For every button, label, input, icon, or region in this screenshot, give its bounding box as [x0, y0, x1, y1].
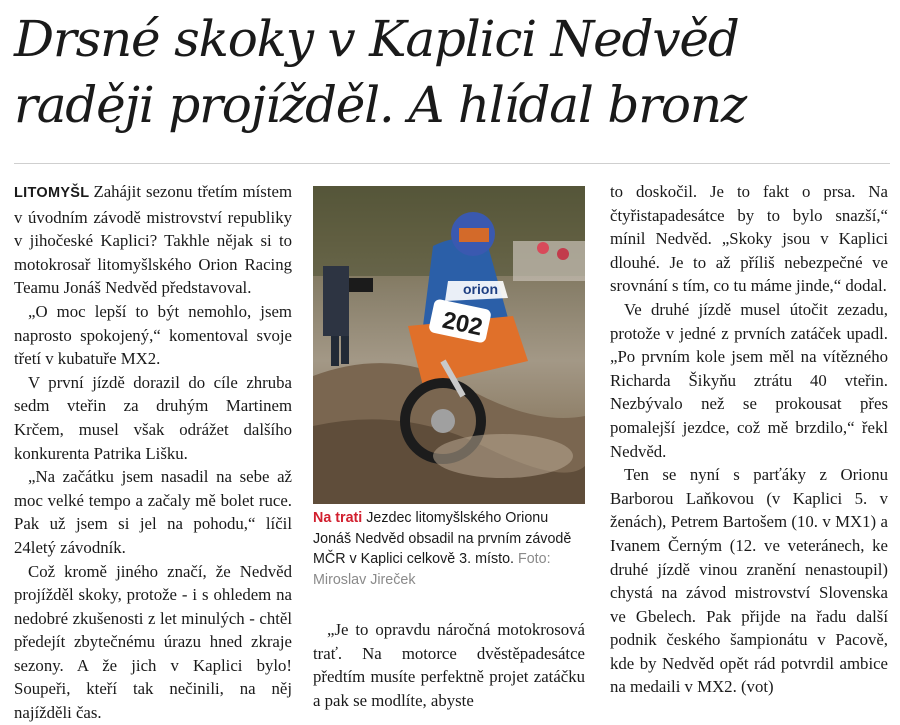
- article-column-3: [610, 180, 888, 699]
- article-column-1: [14, 180, 292, 725]
- headline-line-2: raději projížděl. A hlídal bronz: [14, 76, 746, 134]
- paragraph: [14, 180, 292, 300]
- paragraph: Ve druhé jízdě musel útočit zezadu, protože v jedné z prvních zatáček upadl. „Po prvním kole jsem měl na vítězného Richarda Šikyňu ztrátu 40 vteřin. Nezbývalo než se prokousat přes pomalejší jezdce, což mě brzdilo,“ řekl Nedvěd.: [610, 299, 888, 461]
- motocross-rider-illustration: [313, 186, 585, 504]
- paragraph: „Na začátku jsem nasadil na sebe až moc velké tempo a začaly mě bolet ruce. Pak už jsem si jel na pohodu,“ líčil 24letý závodník.: [14, 467, 292, 557]
- paragraph: Což kromě jiného značí, že Nedvěd projížděl skoky, protože - i s ohledem na nedobré zkušenosti z let minulých - chtěl předejít zbytečnému úrazu hned zkraje sezony. A že jich v Kaplici bylo! Soupeři, kteří tak nečinili, na něj najížděli čas.: [14, 561, 292, 723]
- paragraph: to doskočil. Je to fakt o prsa. Na čtyřistapadesátce by to bylo snazší,“ mínil Nedvěd. „Skoky jsou v Kaplici dlouhé. Je to až příliš nebezpečné ve srovnání s tím, co tu máme jinde,“ dodal.: [610, 182, 888, 296]
- article-column-2: [313, 618, 585, 712]
- headline-line-1: Drsné skoky v Kaplici Nedvěd: [14, 10, 739, 68]
- paragraph: „Je to opravdu náročná motokrosová trať. Na motorce dvěstěpadesátce předtím musíte perfektně projet zatáčku a pak se modlíte, abyste: [313, 620, 585, 710]
- paragraph: V první jízdě dorazil do cíle zhruba sedm vteřin za druhým Martinem Krčem, musel však odrážet dalšího konkurenta Patrika Lišku.: [14, 372, 292, 463]
- caption-text: Jezdec litomyšlského Orionu Jonáš Nedvěd obsadil na prvním závodě MČR v Kaplici celkově 3. místo.: [313, 510, 572, 567]
- motocross-photo: [313, 186, 585, 504]
- bike-number: 202: [440, 306, 485, 342]
- paragraph: Ten se nyní s parťáky z Orionu Barborou Laňkovou (v Kaplici 5. v ženách), Petrem Bartošem (10. v MX1) a Ivanem Černým (12. ve veteránech, ke druhé jízdě vinou zranění nenastoupil) chystá na závod mistrovství Slovenska ve Gbelech. Pak přijde na řadu další podnik českého šampionátu v Pacově, kde by Nedvěd opět rád potvrdil ambice na medaili v MX2. (vot): [610, 465, 888, 697]
- paragraph-text: Zahájit sezonu třetím místem v úvodním závodě mistrovství republiky v jihočeské Kaplici? Takhle nějak si to motokrosař litomyšlského Orion Racing Teamu Jonáš Nedvěd představoval.: [14, 182, 292, 298]
- headline: [14, 6, 894, 138]
- paragraph: „O moc lepší to být nemohlo, jsem naprosto spokojený,“ komentoval svoje třetí v kubatuře MX2.: [14, 301, 292, 369]
- photo-credit: Foto: Miroslav Jireček: [313, 551, 551, 588]
- dateline: LITOMYŠL: [14, 185, 90, 201]
- photo-caption: [313, 508, 585, 590]
- headline-divider: [14, 163, 890, 164]
- jersey-brand: orion: [463, 281, 498, 297]
- caption-lead: Na trati: [313, 510, 363, 526]
